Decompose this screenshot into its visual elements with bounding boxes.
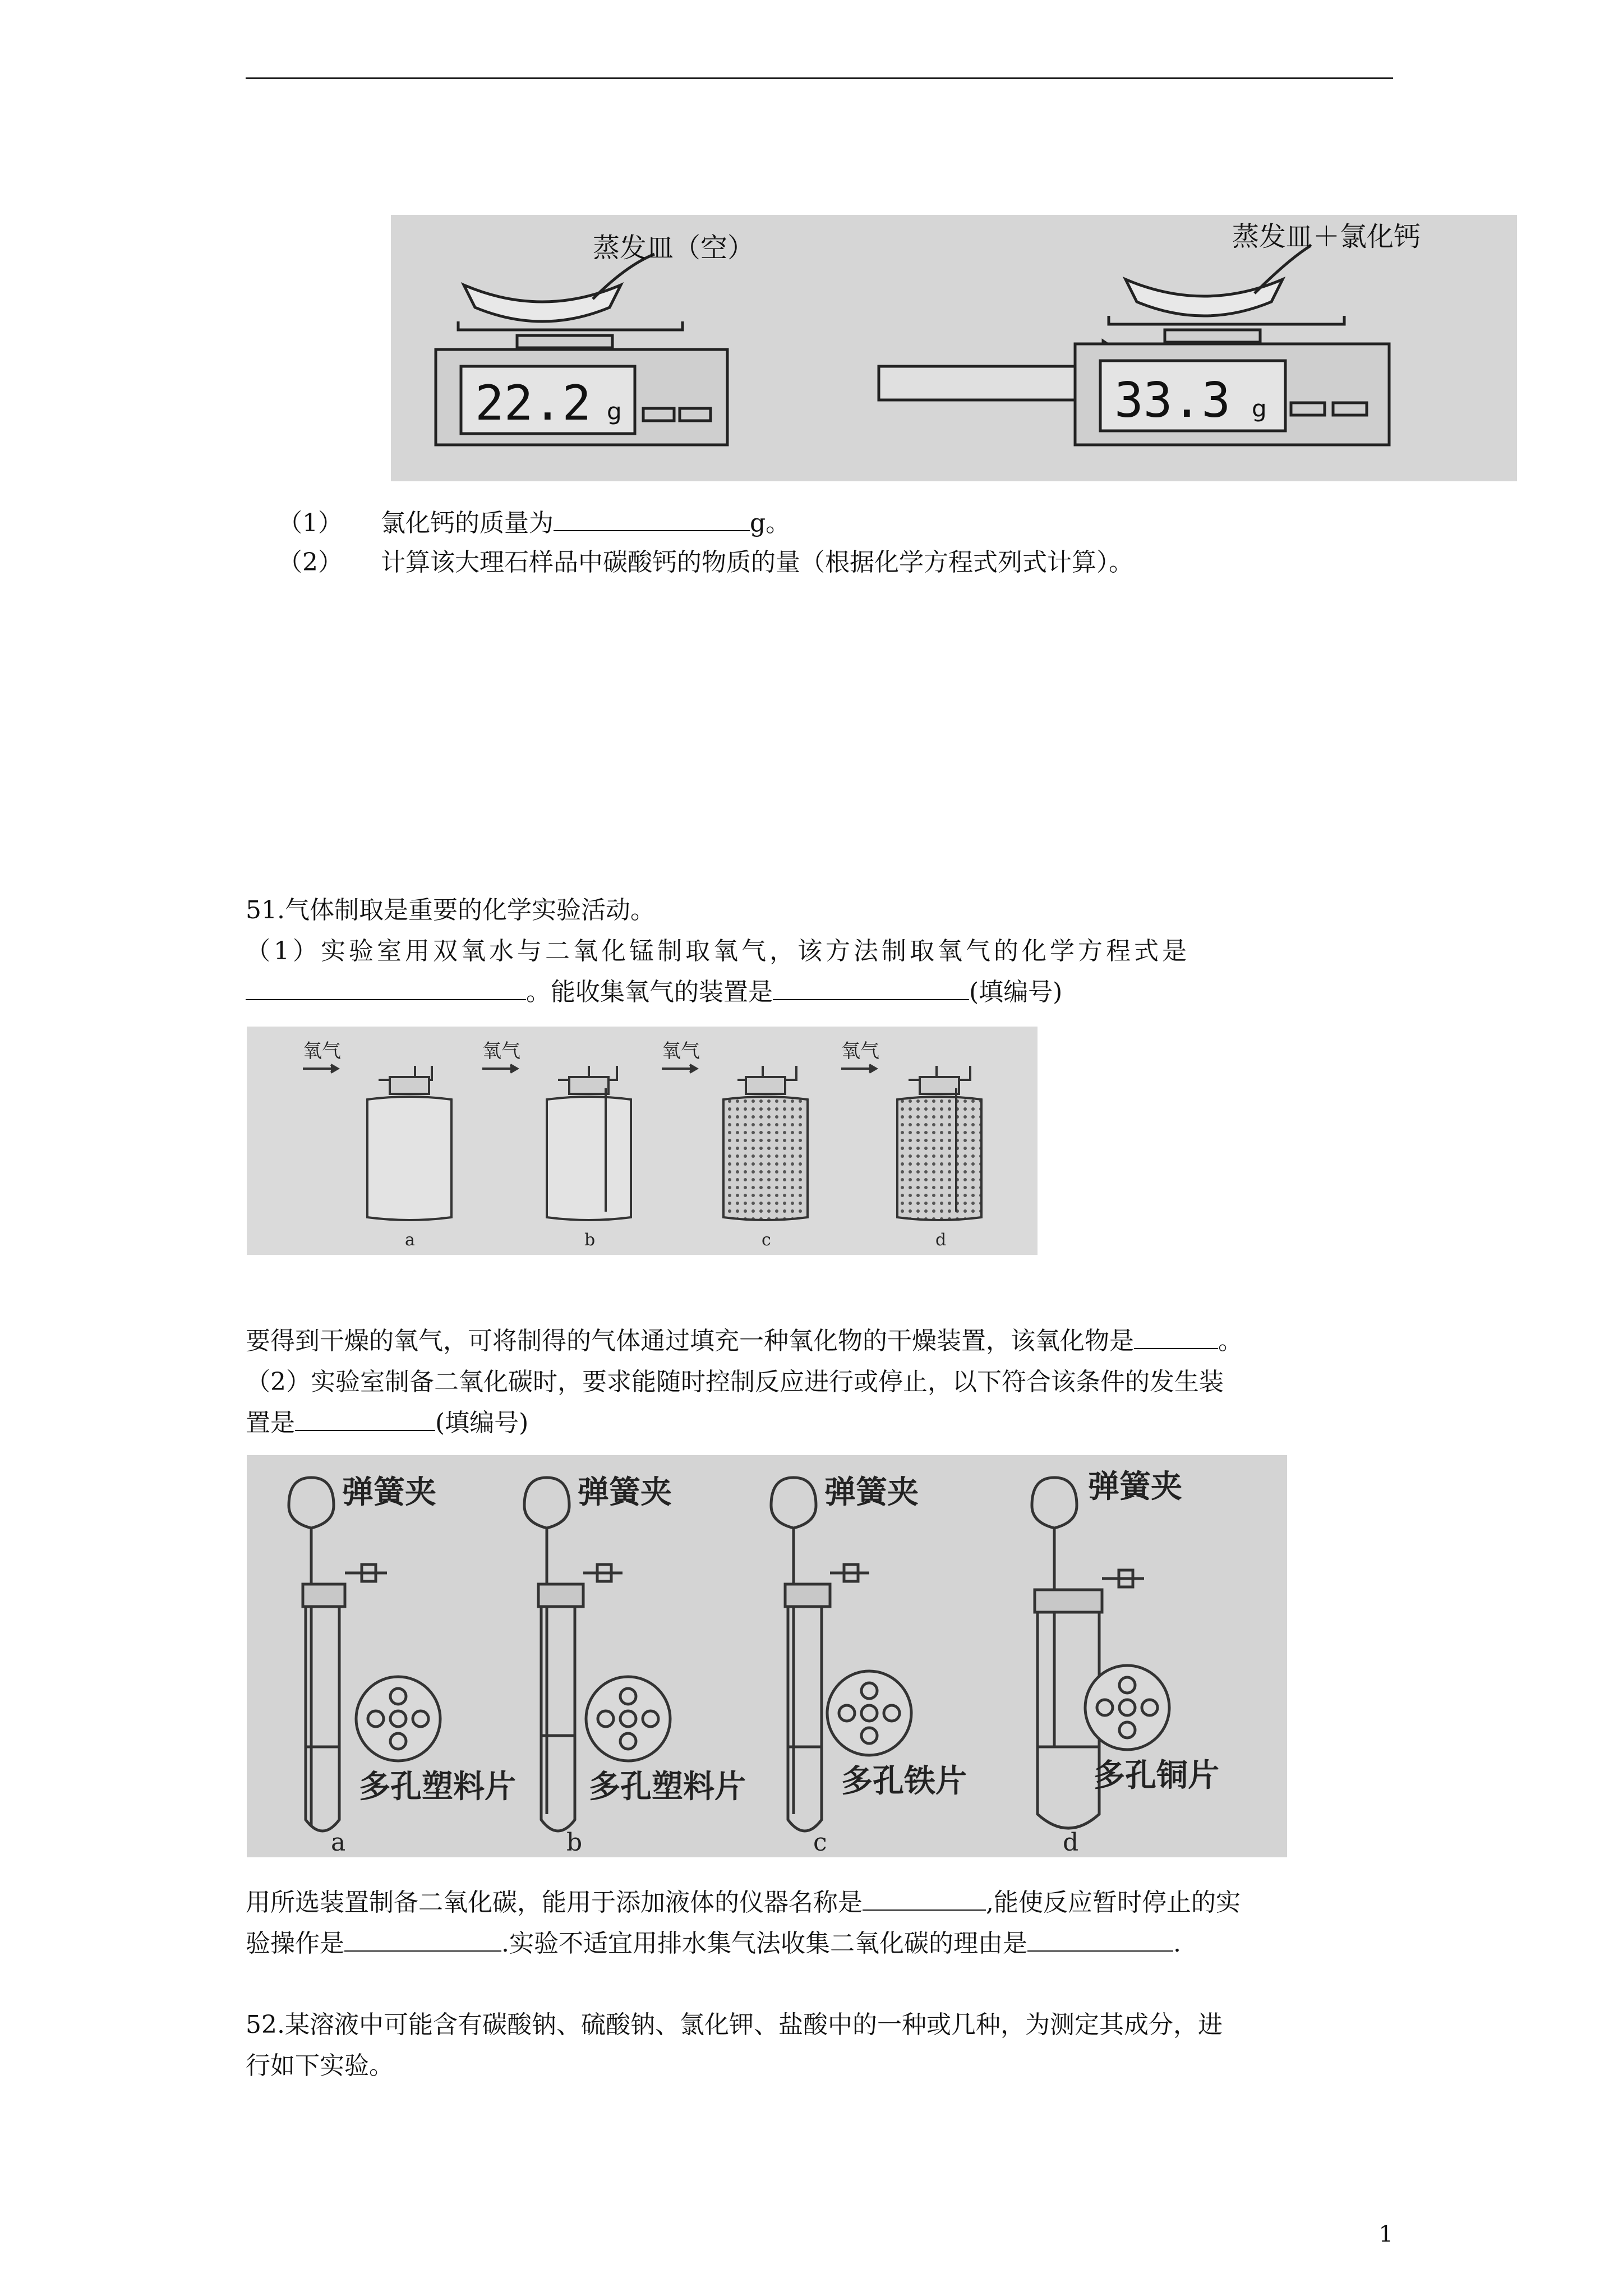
q50-item2 <box>278 544 1133 581</box>
q51-p1-line2-a: 。能收集氧气的装置是 <box>526 978 773 1006</box>
gas-label-d: 氧气 <box>841 1040 879 1062</box>
right-balance-label: 蒸发皿＋氯化钙 <box>1232 221 1421 252</box>
q50-item1-text-b: g。 <box>750 509 791 537</box>
left-unit: g <box>607 398 622 425</box>
q51-p1-line1: （1）实验室用双氧水与二氧化锰制取氧气，该方法制取氧气的化学方程式是 <box>246 937 1190 965</box>
q51-title: 51.气体制取是重要的化学实验活动。 <box>246 896 655 924</box>
page-number: 1 <box>1378 2221 1393 2247</box>
q51-p3-line1-b: ,能使反应暂时停止的实 <box>986 1888 1241 1917</box>
q51-p3-line1 <box>246 1884 1241 1921</box>
generator-figure <box>247 1455 1287 1857</box>
tube-label-c: c <box>813 1828 827 1857</box>
q51-p1-line2-b: (填编号) <box>969 978 1063 1006</box>
q51-dry-line <box>246 1323 1243 1360</box>
header-rule <box>246 77 1393 79</box>
bottle-label-b: b <box>584 1230 596 1250</box>
clip-label-a: 弹簧夹 <box>342 1474 436 1511</box>
plate-label-d: 多孔铜片 <box>1094 1757 1219 1794</box>
q51-p2-line2 <box>246 1405 528 1442</box>
right-unit: g <box>1252 395 1267 422</box>
gas-label-a: 氧气 <box>303 1040 341 1062</box>
q51-p1-line2 <box>246 974 1062 1011</box>
gas-bottle-figure <box>247 1027 1038 1255</box>
clip-label-b: 弹簧夹 <box>578 1474 672 1511</box>
tube-label-a: a <box>331 1828 346 1857</box>
q50-item1-text-a: 氯化钙的质量为 <box>381 509 554 537</box>
clip-label-d: 弹簧夹 <box>1088 1469 1182 1505</box>
q51-p3-line2-b: .实验不适宜用排水集气法收集二氧化碳的理由是 <box>501 1929 1027 1958</box>
q51-dry-text-b: 。 <box>1218 1327 1243 1355</box>
q50-item1-num: （1） <box>278 509 343 537</box>
q51-p3-line1-a: 用所选装置制备二氧化碳，能用于添加液体的仪器名称是 <box>246 1888 863 1917</box>
gas-label-c: 氧气 <box>662 1040 700 1062</box>
left-balance-label: 蒸发皿（空） <box>593 232 755 264</box>
stop-operation-blank[interactable] <box>344 1928 501 1952</box>
bottle-label-c: c <box>762 1230 771 1250</box>
q51-p3-line2-a: 验操作是 <box>246 1929 344 1958</box>
liquid-instrument-blank[interactable] <box>863 1887 986 1911</box>
balance-figure <box>391 215 1517 481</box>
q52-line2: 行如下实验。 <box>246 2051 394 2080</box>
right-reading: 33.3 <box>1114 372 1231 429</box>
q50-item1-blank[interactable] <box>554 508 750 531</box>
q52-line1: 52.某溶液中可能含有碳酸钠、硫酸钠、氯化钾、盐酸中的一种或几种，为测定其成分，进 <box>246 2010 1223 2039</box>
plate-label-b: 多孔塑料片 <box>589 1769 746 1805</box>
left-reading: 22.2 <box>475 375 592 431</box>
gas-label-b: 氧气 <box>482 1040 520 1062</box>
bottle-label-a: a <box>405 1230 415 1250</box>
reason-blank[interactable] <box>1027 1928 1173 1952</box>
tube-label-d: d <box>1063 1828 1079 1857</box>
q50-item2-text: 计算该大理石样品中碳酸钙的物质的量（根据化学方程式列式计算）。 <box>381 548 1133 577</box>
generator-blank[interactable] <box>295 1407 435 1431</box>
clip-label-c: 弹簧夹 <box>824 1474 919 1511</box>
q50-item2-num: （2） <box>278 548 343 577</box>
q50-item1 <box>278 505 790 542</box>
equation-blank[interactable] <box>246 977 526 1000</box>
plate-label-c: 多孔铁片 <box>841 1763 967 1800</box>
tube-label-b: b <box>566 1828 583 1857</box>
q51-dry-text-a: 要得到干燥的氧气，可将制得的气体通过填充一种氧化物的干燥装置，该氧化物是 <box>246 1327 1134 1355</box>
q51-p2-line2-b: (填编号) <box>435 1409 529 1437</box>
q51-p2-line2-a: 置是 <box>246 1409 295 1437</box>
q51-p2-line1: （2）实验室制备二氧化碳时，要求能随时控制反应进行或停止，以下符合该条件的发生装 <box>246 1368 1224 1396</box>
oxide-blank[interactable] <box>1134 1326 1218 1349</box>
plate-label-a: 多孔塑料片 <box>359 1769 516 1805</box>
bottle-label-d: d <box>935 1230 947 1250</box>
q51-p3-line2-c: . <box>1173 1929 1181 1958</box>
q51-p3-line2 <box>246 1925 1181 1962</box>
collect-device-blank[interactable] <box>773 977 969 1000</box>
